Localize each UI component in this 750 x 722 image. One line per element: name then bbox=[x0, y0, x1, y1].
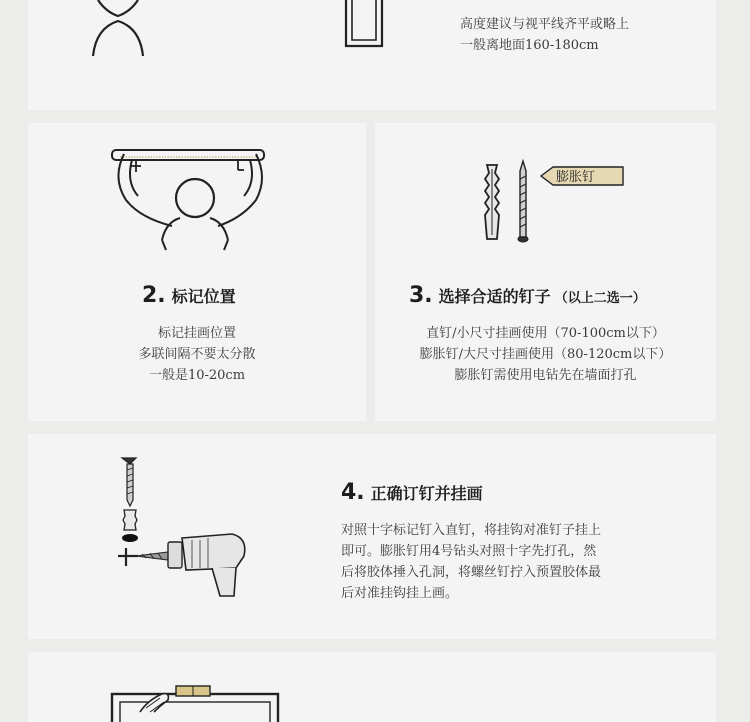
step-4-line-4: 后对准挂钩挂上画。 bbox=[341, 586, 459, 601]
step-3-number: 3. bbox=[409, 283, 433, 308]
height-card bbox=[28, 0, 716, 110]
step-3-title: 选择合适的钉子 bbox=[438, 287, 551, 306]
step-2-description bbox=[28, 323, 366, 386]
step-3-heading bbox=[409, 283, 646, 308]
step-4-description bbox=[341, 520, 601, 604]
step-4-title: 正确订钉并挂画 bbox=[370, 484, 483, 503]
person-outline-icon bbox=[86, 0, 146, 60]
step-2-line-1: 标记挂画位置 bbox=[157, 326, 236, 341]
height-description bbox=[460, 14, 629, 56]
step-2-line-2: 多联间隔不要太分散 bbox=[138, 347, 256, 362]
step-3-line-2: 膨胀钉/大尺寸挂画使用（80-120cm以下） bbox=[419, 347, 672, 362]
step-2-heading bbox=[142, 283, 236, 308]
step-3-card bbox=[375, 123, 716, 421]
height-line-1: 高度建议与视平线齐平或略上 bbox=[460, 17, 630, 32]
step-2-card bbox=[28, 123, 366, 421]
hanging-frame-icon bbox=[110, 682, 280, 722]
step-4-line-1: 对照十字标记钉入直钉，将挂钩对准钉子挂上 bbox=[341, 523, 602, 538]
drill-installation-icon bbox=[108, 456, 258, 576]
step-2-title: 标记位置 bbox=[171, 287, 236, 306]
step-2-number: 2. bbox=[142, 283, 166, 308]
step-4-line-2: 即可。膨胀钉用4号钻头对照十字先打孔，然 bbox=[341, 544, 597, 559]
step-3-line-3: 膨胀钉需使用电钻先在墙面打孔 bbox=[454, 368, 637, 383]
step-5-card bbox=[28, 652, 716, 722]
step-2-line-3: 一般是10-20cm bbox=[148, 368, 246, 383]
frame-icon bbox=[344, 0, 384, 50]
height-line-2: 一般离地面160-180cm bbox=[460, 38, 599, 53]
person-marking-wall-icon bbox=[110, 148, 280, 258]
step-3-description bbox=[375, 323, 716, 386]
step-4-card bbox=[28, 434, 716, 639]
step-3-subtitle: （以上二选一） bbox=[554, 291, 646, 306]
step-3-line-1: 直钉/小尺寸挂画使用（70-100cm以下） bbox=[426, 326, 665, 341]
anchor-and-screw-icon bbox=[479, 159, 629, 249]
anchor-tag-label: 膨胀钉 bbox=[556, 170, 596, 185]
step-4-heading bbox=[341, 480, 483, 505]
step-4-line-3: 后将胶体捶入孔洞，将螺丝钉拧入预置胶体最 bbox=[341, 565, 602, 580]
step-4-number: 4. bbox=[341, 480, 365, 505]
